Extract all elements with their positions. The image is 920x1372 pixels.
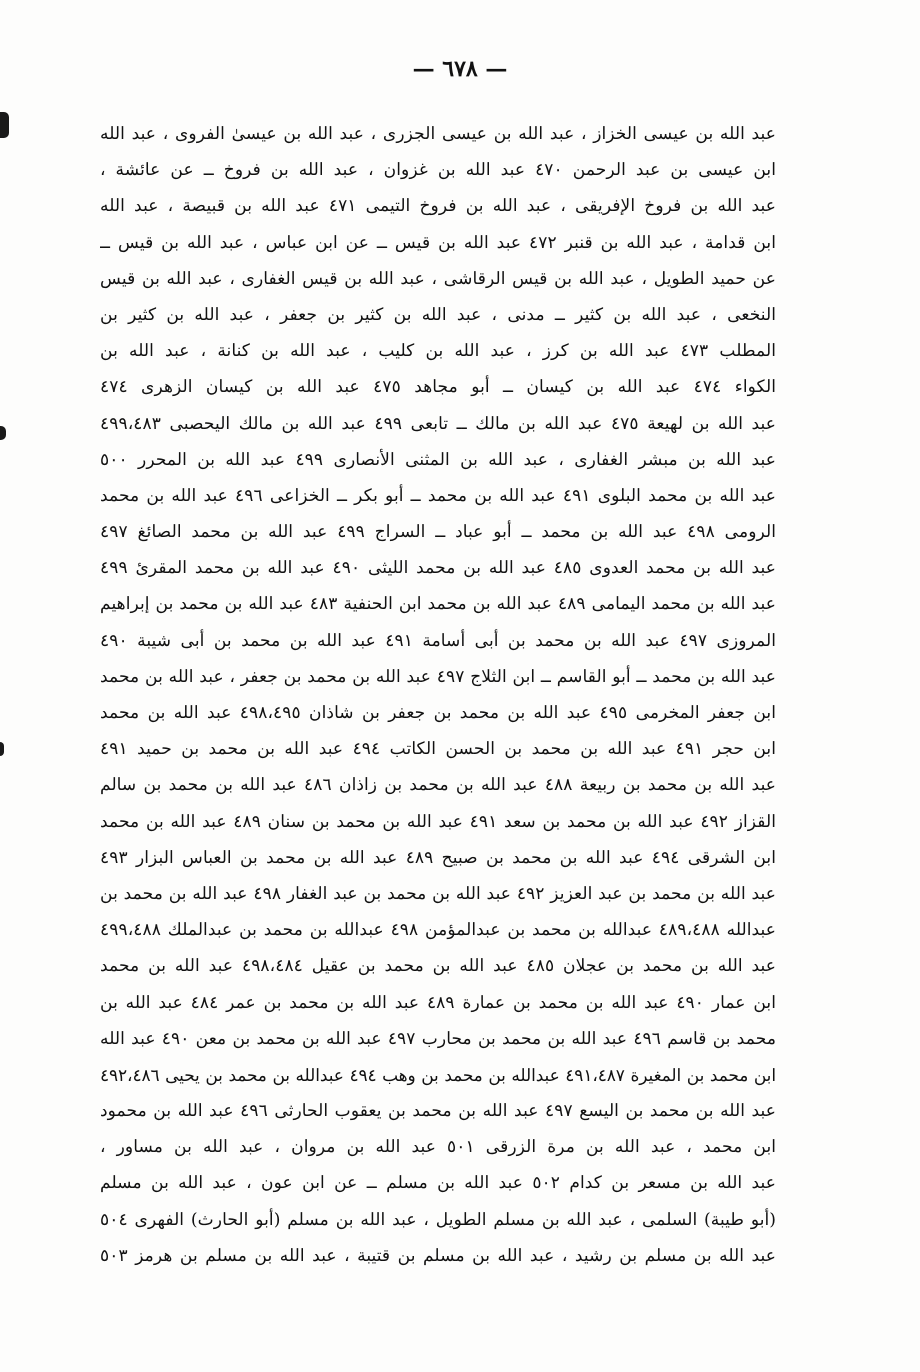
index-line: عبد الله بن محمد البلوى ٤٩١ عبد الله بن محمد ــ أبو بكر ــ الخزاعى ٤٩٦ عبد الله بن محمد [100, 485, 776, 506]
binding-mark-top [0, 112, 9, 138]
index-line: القزاز ٤٩٢ عبد الله بن محمد بن سعد ٤٩١ عبد الله بن محمد بن سنان ٤٨٩ عبد الله بن محمد [100, 811, 776, 832]
index-line: (أبو طيبة) السلمى ، عبد الله بن مسلم الطويل ، عبد الله بن مسلم (أبو الحارث) الفهرى ٥٠٤ [100, 1209, 776, 1230]
index-line: ابن عيسى بن عبد الرحمن ٤٧٠ عبد الله بن غزوان ، عبد الله بن فروخ ــ عن عائشة ، [100, 160, 776, 181]
index-line: عبدالله ٤٨٩،٤٨٨ عبدالله بن محمد بن عبدالمؤمن ٤٩٨ عبدالله بن محمد بن عبدالملك ٤٩٩،٤٨٨ [100, 920, 776, 941]
index-line: عبد الله بن مسلم بن رشيد ، عبد الله بن مسلم بن قتيبة ، عبد الله بن مسلم بن هرمز ٥٠٣ [100, 1245, 776, 1266]
index-line: عبد الله بن مبشر الغفارى ، عبد الله بن المثنى الأنصارى ٤٩٩ عبد الله بن المحرر ٥٠٠ [100, 449, 776, 470]
page-number: — ٦٧٨ — [412, 56, 508, 82]
index-line: ابن محمد ، عبد الله بن مرة الزرقى ٥٠١ عبد الله بن مروان ، عبد الله بن مساور ، [100, 1137, 776, 1158]
index-line: عبد الله بن عيسى الخزاز ، عبد الله بن عيسى الجزرى ، عبد الله بن عيسىٰ الفروى ، عبد الله [100, 124, 776, 144]
index-line: عبد الله بن محمد اليمامى ٤٨٩ عبد الله بن محمد ابن الحنفية ٤٨٣ عبد الله بن محمد بن إبراهيم [100, 594, 776, 615]
index-line: عن حميد الطويل ، عبد الله بن قيس الرقاشى ، عبد الله بن قيس الغفارى ، عبد الله بن قيس [100, 268, 776, 289]
binding-mark-middle [0, 426, 6, 440]
index-line: عبد الله بن لهيعة ٤٧٥ عبد الله بن مالك ــ تابعى ٤٩٩ عبد الله بن مالك اليحصبى ٤٩٩،٤٨٣ [100, 413, 776, 434]
index-line: محمد بن قاسم ٤٩٦ عبد الله بن محمد بن محارب ٤٩٧ عبد الله بن محمد بن معن ٤٩٠ عبد الله [100, 1028, 776, 1049]
index-line: ابن محمد بن المغيرة ٤٩١،٤٨٧ عبدالله بن محمد بن وهب ٤٩٤ عبدالله بن محمد بن يحيى ٤٩٢،٤٨٦ [100, 1064, 776, 1085]
index-line: عبد الله بن محمد بن اليسع ٤٩٧ عبد الله بن محمد بن يعقوب الحارثى ٤٩٦ عبد الله بن محمود [100, 1101, 776, 1122]
index-line: المروزى ٤٩٧ عبد الله بن محمد بن أبى أسامة ٤٩١ عبد الله بن محمد بن أبى شيبة ٤٩٠ [100, 630, 776, 651]
index-line: عبد الله بن محمد بن ربيعة ٤٨٨ عبد الله بن محمد بن زاذان ٤٨٦ عبد الله بن محمد بن سالم [100, 775, 776, 796]
index-line: المطلب ٤٧٣ عبد الله بن كرز ، عبد الله بن كليب ، عبد الله بن كنانة ، عبد الله بن [100, 341, 776, 362]
index-line: ابن عمار ٤٩٠ عبد الله بن محمد بن عمارة ٤٨٩ عبد الله بن محمد بن عمر ٤٨٤ عبد الله بن [100, 992, 776, 1013]
index-line: ابن جعفر المخرمى ٤٩٥ عبد الله بن محمد بن جعفر بن شاذان ٤٩٨،٤٩٥ عبد الله بن محمد [100, 703, 776, 723]
binding-mark-lower [0, 742, 4, 756]
index-line: ابن الشرقى ٤٩٤ عبد الله بن محمد بن صبيح ٤٨٩ عبد الله بن محمد بن العباس البزار ٤٩٣ [100, 847, 776, 868]
index-line: ابن حجر ٤٩١ عبد الله بن محمد بن الحسن الكاتب ٤٩٤ عبد الله بن محمد بن حميد ٤٩١ [100, 739, 776, 760]
index-line: ابن قدامة ، عبد الله بن قنبر ٤٧٢ عبد الله بن قيس ــ عن ابن عباس ، عبد الله بن قيس ــ [100, 232, 776, 253]
index-line: عبد الله بن محمد ــ أبو القاسم ــ ابن الثلاج ٤٩٧ عبد الله بن محمد بن جعفر ، عبد الله بن محمد [100, 666, 776, 687]
index-line: الرومى ٤٩٨ عبد الله بن محمد ــ أبو عباد ــ السراج ٤٩٩ عبد الله بن محمد الصائغ ٤٩٧ [100, 522, 776, 543]
index-entries-block [100, 116, 776, 1274]
index-line: عبد الله بن فروخ الإفريقى ، عبد الله بن فروخ التيمى ٤٧١ عبد الله بن قبيصة ، عبد الله [100, 196, 776, 217]
index-line: الكواء ٤٧٤ عبد الله بن كيسان ــ أبو مجاهد ٤٧٥ عبد الله بن كيسان الزهرى ٤٧٤ [100, 377, 776, 398]
index-line: عبد الله بن محمد العدوى ٤٨٥ عبد الله بن محمد الليثى ٤٩٠ عبد الله بن محمد المقرئ ٤٩٩ [100, 558, 776, 579]
index-line: عبد الله بن مسعر بن كدام ٥٠٢ عبد الله بن مسلم ــ عن ابن عون ، عبد الله بن مسلم [100, 1173, 776, 1194]
index-line: عبد الله بن محمد بن عجلان ٤٨٥ عبد الله بن محمد بن عقيل ٤٩٨،٤٨٤ عبد الله بن محمد [100, 956, 776, 977]
index-line: عبد الله بن محمد بن عبد العزيز ٤٩٢ عبد الله بن محمد بن عبد الغفار ٤٩٨ عبد الله بن محمد بن [100, 883, 776, 904]
index-line: النخعى ، عبد الله بن كثير ــ مدنى ، عبد الله بن كثير بن جعفر ، عبد الله بن كثير بن [100, 304, 776, 325]
